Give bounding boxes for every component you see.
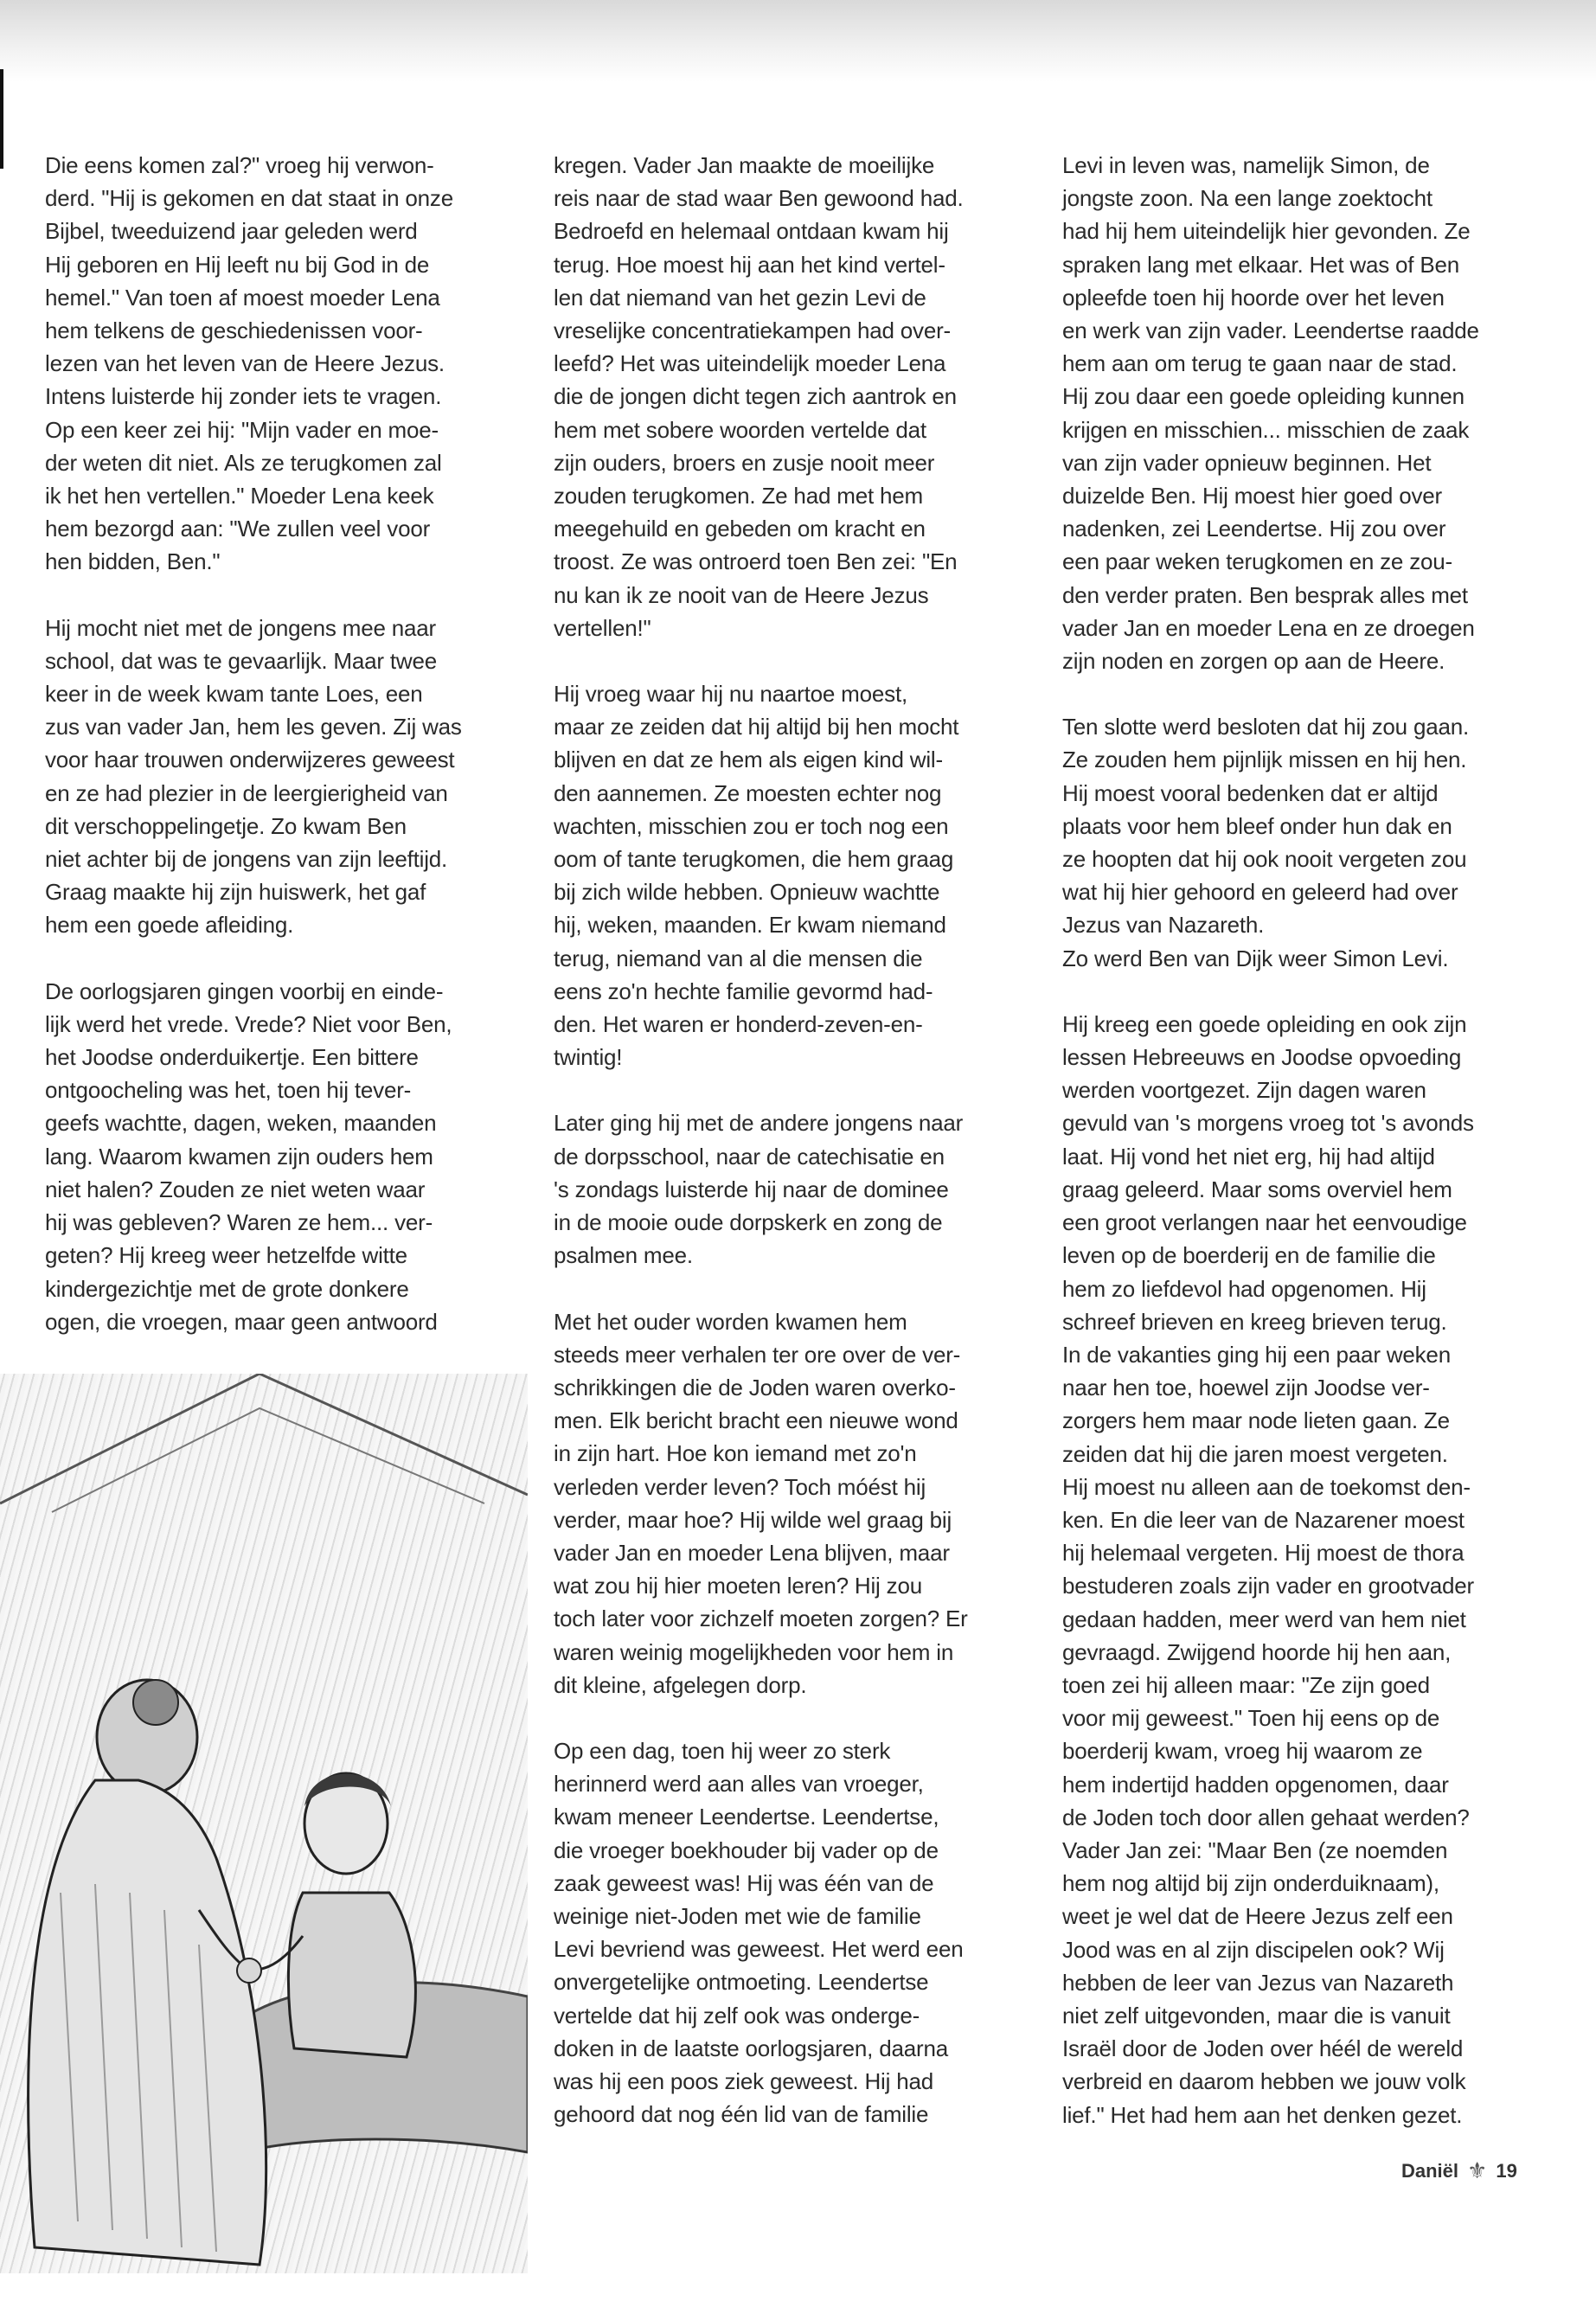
- page-footer: [1401, 2157, 1517, 2184]
- boy-body: [288, 1893, 415, 2057]
- scan-shadow: [0, 0, 1596, 82]
- fleur-de-lis-icon: ⚜: [1467, 2157, 1488, 2183]
- paragraph: Levi in leven was, namelijk Simon, de jongste zoon. Na een lange zoektocht had hij hem uiteindelijk hier gevonden. Ze spraken lang met elkaar. Het was of Ben opleefde toen hij hoorde over het leven en werk van zijn vader. Leendertse raadde hem aan om terug te gaan naar de stad. Hij zou daar een goede opleiding kunnen krijgen en misschien... misschien de zaak van zijn vader opnieuw beginnen. Het duizelde Ben. Hij moest hier goed over nadenken, zei Leendertse. Hij zou over een paar weken terugkomen en ze zou- den verder praten. Ben besprak alles met vader Jan en moeder Lena en ze droegen zijn noden en zorgen op aan de Heere.: [1062, 152, 1479, 675]
- paragraph: Hij mocht niet met de jongens mee naar school, dat was te gevaarlijk. Maar twee keer in de week kwam tante Loes, een zus van vader Jan, hem les geven. Zij was voor haar trouwen onderwijzeres geweest en ze had plezier in de leergierigheid van dit verschoppelingetje. Zo kwam Ben niet achter bij de jongens van zijn leeftijd. Graag maakte hij zijn huiswerk, het gaf hem een goede afleiding.: [45, 614, 462, 939]
- paragraph: Later ging hij met de andere jongens naar de dorpsschool, naar de catechisatie en 's zondags luisterde hij naar de dominee in de mooie oude dorpskerk en zong de psalmen mee.: [554, 1110, 964, 1269]
- text-column-2: [554, 149, 1021, 2163]
- paragraph: De oorlogsjaren gingen voorbij en einde- lijk werd het vrede. Vrede? Niet voor Ben, het Joodse onderduikertje. Een bittere ontgoocheling was het, toen hij tever- geefs wachtte, dagen, weken, maanden lang. Waarom kwamen zijn ouders hem niet halen? Zouden ze niet weten waar hij was gebleven? Waren ze hem... ver- geten? Hij kreeg weer hetzelfde witte kindergezichtje met de grote donkere ogen, die vroegen, maar geen antwoord: [45, 977, 452, 1335]
- paragraph: Hij kreeg een goede opleiding en ook zijn lessen Hebreeuws en Joodse opvoeding werden voortgezet. Zijn dagen waren gevuld van 's morgens vroeg tot 's avonds laat. Hij vond het niet erg, hij had altijd graag geleerd. Maar soms overviel hem een groot verlangen naar het eenvoudige leven op de boerderij en de familie die hem zo liefdevol had opgenomen. Hij schreef brieven en kreeg brieven terug. In de vakanties ging hij een paar weken naar hen toe, hoewel zijn Joodse ver- zorgers hem maar node lieten gaan. Ze zeiden dat hij die jaren moest vergeten. Hij moest nu alleen aan de toekomst den- ken. En die leer van de Nazarener moest hij helemaal vergeten. Hij moest de thora bestuderen zoals zijn vader en grootvader gedaan hadden, meer werd van hem niet gevraagd. Zwijgend hoorde hij hen aan, toen zei hij alleen maar: "Ze zijn goed voor mij geweest." Toen hij eens op de boerderij kwam, vroeg hij waarom ze hem indertijd hadden opgenomen, daar de Joden toch door allen gehaat werden? Vader Jan zei: "Maar Ben (ze noemden hem nog altijd bij zijn onderduiknaam), weet je wel dat de Heere Jezus zelf een Jood was en al zijn discipelen ook? Wij hebben de leer van Jezus van Nazareth niet zelf uitgevonden, maar die is vanuit Israël door de Joden over héél de wereld verbreid en daarom hebben we jouw volk lief." Het had hem aan het denken gezet.: [1062, 1010, 1474, 2128]
- text-column-3: [1062, 149, 1529, 2164]
- illustration-woman-and-boy: [0, 1374, 528, 2273]
- paragraph: Hij vroeg waar hij nu naartoe moest, maar ze zeiden dat hij altijd bij hen mocht blijven en dat ze hem als eigen kind wil- den aannemen. Ze moesten echter nog wachten, misschien zou er toch nog een oom of tante terugkomen, die hem graag bij zich wilde hebben. Opnieuw wachtte hij, weken, maanden. Er kwam niemand terug, niemand van al die mensen die eens zo'n hechte familie gevormd had- den. Het waren er honderd-zeven-en- twintig!: [554, 681, 959, 1071]
- paragraph: Ten slotte werd besloten dat hij zou gaan. Ze zouden hem pijnlijk missen en hij hen. Hij moest vooral bedenken dat er altijd plaats voor hem bleef onder hun dak en ze hoopten dat hij ook nooit vergeten zou wat hij hier gehoord en geleerd had over Jezus van Nazareth. Zo werd Ben van Dijk weer Simon Levi.: [1062, 714, 1470, 971]
- paragraph: Op een dag, toen hij weer zo sterk herinnerd werd aan alles van vroeger, kwam meneer Leendertse. Leendertse, die vroeger boekhouder bij vader op de zaak geweest was! Hij was één van de weinige niet-Joden met wie de familie Levi bevriend was geweest. Het werd een onvergetelijke ontmoeting. Leendertse vertelde dat hij zelf ook was onderge- doken in de laatste oorlogsjaren, daarna was hij een poos ziek geweest. Hij had gehoord dat nog één lid van de familie: [554, 1737, 964, 2128]
- paragraph: kregen. Vader Jan maakte de moeilijke reis naar de stad waar Ben gewoond had. Bedroefd en helemaal ontdaan kwam hij terug. Hoe moest hij aan het kind vertel- len dat niemand van het gezin Levi de vreselijke concentratiekampen had over- leefd? Het was uiteindelijk moeder Lena die de jongen dicht tegen zich aantrok en hem met sobere woorden vertelde dat zijn ouders, broers en zusje nooit meer zouden terugkomen. Ze had met hem meegehuild en gebeden om kracht en troost. Ze was ontroerd toen Ben zei: "En nu kan ik ze nooit van de Heere Jezus vertellen!": [554, 152, 964, 641]
- paragraph: Die eens komen zal?" vroeg hij verwon- derd. "Hij is gekomen en dat staat in onze Bijbel, tweeduizend jaar geleden werd Hij geboren en Hij leeft nu bij God in de hemel." Van toen af moest moeder Lena hem telkens de geschiedenissen voor- lezen van het leven van de Heere Jezus. Intens luisterde hij zonder iets te vragen. Op een keer zei hij: "Mijn vader en moe- der weten dit niet. Als ze terugkomen zal ik het hen vertellen." Moeder Lena keek hem bezorgd aan: "We zullen veel voor hen bidden, Ben.": [45, 152, 453, 575]
- woman-body: [29, 1780, 266, 2265]
- roof-beam: [52, 1408, 484, 1512]
- illustration-drawing: [0, 1374, 528, 2273]
- joined-hands: [237, 1958, 261, 1983]
- scan-edge: [0, 69, 3, 169]
- page-number: 19: [1496, 2159, 1517, 2182]
- magazine-name: Daniël: [1401, 2159, 1459, 2182]
- paragraph: Met het ouder worden kwamen hem steeds meer verhalen ter ore over de ver- schrikkingen die de Joden waren overko- men. Elk bericht bracht een nieuwe wond in zijn hart. Hoe kon iemand met zo'n verleden verder leven? Toch móést hij verder, maar hoe? Hij wilde wel graag bij vader Jan en moeder Lena blijven, maar wat zou hij hier moeten leren? Hij zou toch later voor zichzelf moeten zorgen? Er waren weinig mogelijkheden voor hem in dit kleine, afgelegen dorp.: [554, 1308, 968, 1698]
- text-column-1: [45, 149, 512, 1371]
- woman-hair-bun: [133, 1680, 178, 1725]
- roof-beam: [0, 1374, 528, 1503]
